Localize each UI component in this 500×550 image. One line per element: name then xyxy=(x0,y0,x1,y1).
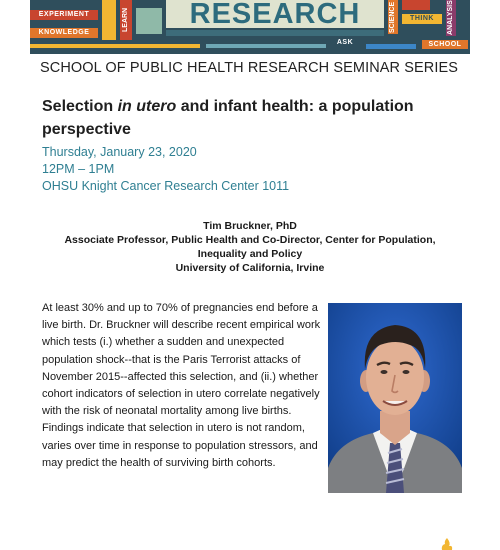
banner-tile-think: THINK xyxy=(402,14,442,24)
banner-tile-learn: LEARN xyxy=(120,0,132,40)
header-banner xyxy=(30,0,470,54)
seminar-title xyxy=(42,95,442,141)
seminar-series-heading: SCHOOL OF PUBLIC HEALTH RESEARCH SEMINAR SERIES xyxy=(40,60,459,76)
footer-flame-icon xyxy=(440,538,454,550)
banner-tile-ask: ASK xyxy=(336,39,354,46)
abstract-text: At least 30% and up to 70% of pregnancies end before a live birth. Dr. Bruckner will describe recent empirical work which tests (i.) whether a sudden and unexpected population shock--that is the Paris Terrorist attacks of November 2015--affected this selection, and (ii.) whether cohort indicators of selection in utero correlate negatively with the risk of neonatal mortality among live births. Findings indicate that selection in utero is not random, varies over time in response to population stressors, and may predict the health of surviving birth cohorts. xyxy=(42,302,321,469)
banner-block xyxy=(102,0,116,40)
banner-tile-school: SCHOOL xyxy=(422,40,468,49)
banner-tile-science: SCIENCE xyxy=(389,1,396,33)
speaker-photo xyxy=(328,303,462,493)
event-time: 12PM – 1PM xyxy=(42,162,115,176)
speaker-role: Associate Professor, Public Health and Co-Director, Center for Population, Inequality and Policy xyxy=(64,234,436,260)
speaker-portrait-illustration xyxy=(328,303,462,493)
event-date: Thursday, January 23, 2020 xyxy=(42,145,197,159)
title-text-end: and infant health: a population perspective xyxy=(42,98,414,138)
banner-bar-blue xyxy=(366,44,416,49)
title-text-italic: in utero xyxy=(117,98,177,115)
banner-main-word: RESEARCH xyxy=(166,0,384,28)
title-text-start: Selection xyxy=(42,98,118,115)
event-location: OHSU Knight Cancer Research Center 1011 xyxy=(42,179,290,193)
banner-block xyxy=(402,0,430,10)
banner-bar-yellow xyxy=(30,44,200,48)
speaker-name: Tim Bruckner, PhD xyxy=(203,220,297,232)
banner-tile-experiment: EXPERIMENT xyxy=(30,10,98,20)
banner-tile-knowledge: KNOWLEDGE xyxy=(30,28,98,38)
speaker-affiliation: University of California, Irvine xyxy=(175,262,325,274)
banner-tile-analysis: ANALYSIS xyxy=(447,0,454,36)
banner-block xyxy=(136,8,162,34)
speaker-block xyxy=(40,219,460,275)
banner-strip xyxy=(166,30,384,36)
banner-bar-teal xyxy=(206,44,326,48)
